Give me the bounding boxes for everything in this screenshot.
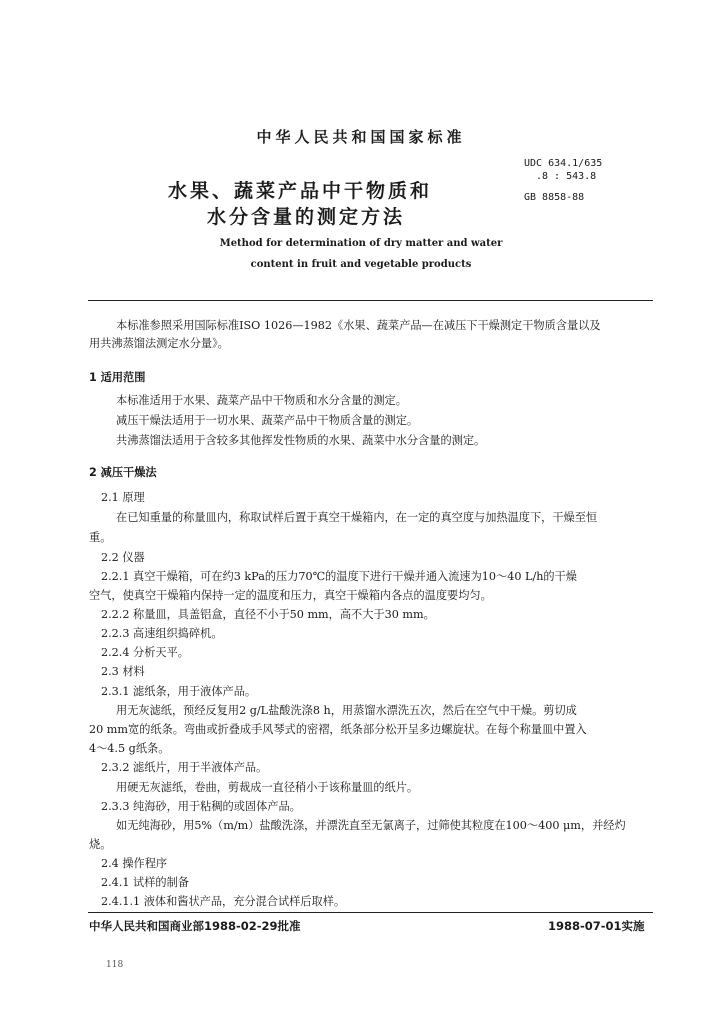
subsection-2-4: 2.4 操作程序 <box>101 857 168 870</box>
clause-2-3-2-text: 用硬无灰滤纸，卷曲，剪裁成一直径稍小于该称量皿的纸片。 <box>116 781 419 794</box>
header-divider <box>88 300 653 301</box>
section-2-heading: 2 减压干燥法 <box>89 466 157 479</box>
clause-2-3-3-text-line-1: 如无纯海砂，用5%（m/m）盐酸洗涤，并漂洗直至无氯离子，过筛使其粒度在100～400 μm，并经灼 <box>116 819 626 832</box>
intro-paragraph-line-1: 本标准参照采用国际标准ISO 1026—1982《水果、蔬菜产品—在减压下干燥测定干物质含量以及 <box>116 319 601 332</box>
clause-2-2-1-line-1: 2.2.1 真空干燥箱，可在约3 kPa的压力70℃的温度下进行干燥并通入流速为10～40 L/h的干燥 <box>101 570 577 583</box>
clause-2-3-1: 2.3.1 滤纸条，用于液体产品。 <box>101 685 257 698</box>
clause-2-4-1: 2.4.1 试样的制备 <box>101 876 189 889</box>
intro-paragraph-line-2: 用共沸蒸馏法测定水分量》。 <box>89 337 229 350</box>
section-1-paragraph-2: 减压干燥法适用于一切水果、蔬菜产品中干物质含量的测定。 <box>116 414 419 427</box>
clause-2-3-3-text-line-2: 烧。 <box>89 838 112 851</box>
udc-code-line-2: .8 : 543.8 <box>536 171 597 182</box>
clause-2-2-4: 2.2.4 分析天平。 <box>101 646 189 659</box>
clause-2-2-1-line-2: 空气，使真空干燥箱内保持一定的温度和压力，真空干燥箱内各点的温度要均匀。 <box>89 589 492 602</box>
section-1-paragraph-1: 本标准适用于水果、蔬菜产品中干物质和水分含量的测定。 <box>116 394 407 407</box>
clause-2-4-1-1: 2.4.1.1 液体和酱状产品，充分混合试样后取样。 <box>101 895 346 908</box>
subsection-2-2: 2.2 仪器 <box>101 551 145 564</box>
udc-code-line-1: UDC 634.1/635 <box>524 158 603 169</box>
clause-2-3-1-text-line-2: 20 mm宽的纸条。弯曲或折叠成手风琴式的密褶，纸条部分松开呈多边螺旋状。在每个称量皿中置入 <box>89 723 587 736</box>
page-number: 118 <box>106 960 124 970</box>
clause-2-2-3: 2.2.3 高速组织捣碎机。 <box>101 627 223 640</box>
clause-2-3-1-text-line-3: 4～4.5 g纸条。 <box>89 742 170 755</box>
clause-2-3-1-text-line-1: 用无灰滤纸，预经反复用2 g/L盐酸洗涤8 h，用蒸馏水漂洗五次，然后在空气中干燥。剪切成 <box>116 704 577 717</box>
section-1-paragraph-3: 共沸蒸馏法适用于含较多其他挥发性物质的水果、蔬菜中水分含量的测定。 <box>116 434 486 447</box>
clause-2-2-2: 2.2.2 称量皿，具盖铝盒，直径不小于50 mm，高不大于30 mm。 <box>101 608 435 621</box>
section-1-heading: 1 适用范围 <box>89 371 146 384</box>
clause-2-3-3: 2.3.3 纯海砂，用于粘稠的或固体产品。 <box>101 800 301 813</box>
gb-standard-code: GB 8858-88 <box>524 192 585 203</box>
clause-2-3-2: 2.3.2 滤纸片，用于半液体产品。 <box>101 761 268 774</box>
document-title-line-2: 水分含量的测定方法 <box>207 206 406 228</box>
subsection-2-1: 2.1 原理 <box>101 491 145 504</box>
subsection-2-3: 2.3 材料 <box>101 665 145 678</box>
subsection-2-1-text-line-1: 在已知重量的称量皿内，称取试样后置于真空干燥箱内，在一定的真空度与加热温度下，干燥至恒 <box>116 511 598 524</box>
subsection-2-1-text-line-2: 重。 <box>89 531 112 544</box>
national-standard-heading: 中华人民共和国国家标准 <box>256 128 466 146</box>
document-title-line-1: 水果、蔬菜产品中干物质和 <box>168 180 433 202</box>
implementation-date: 1988-07-01实施 <box>548 919 645 933</box>
english-title-line-2: content in fruit and vegetable products <box>250 259 472 270</box>
approval-statement: 中华人民共和国商业部1988-02-29批准 <box>89 919 301 933</box>
footer-divider <box>88 912 653 913</box>
english-title-line-1: Method for determination of dry matter and water <box>219 238 503 249</box>
